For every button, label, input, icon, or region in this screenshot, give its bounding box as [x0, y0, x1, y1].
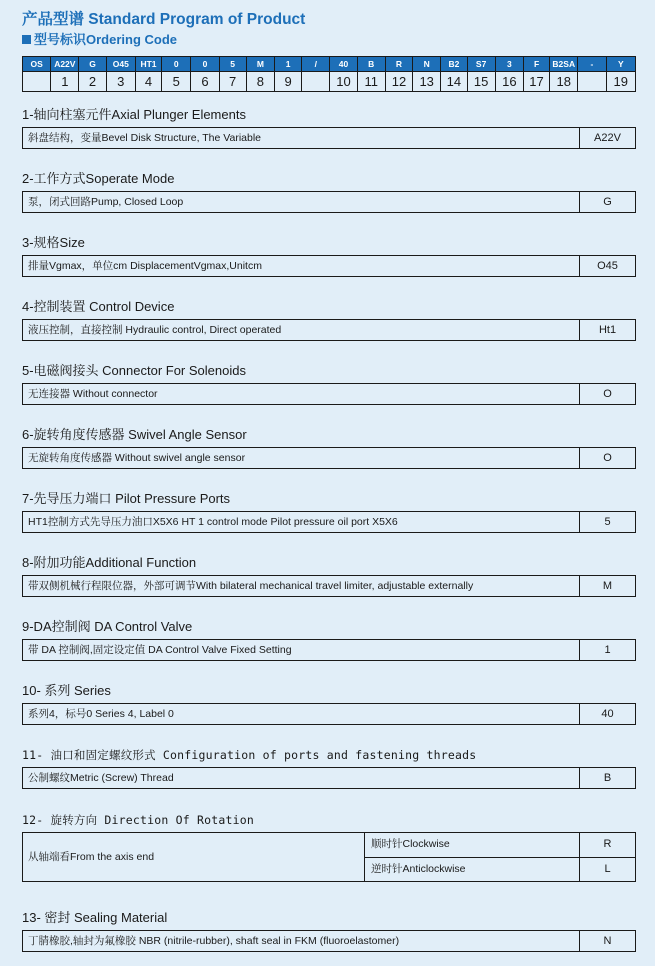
position-cell: [23, 72, 51, 92]
section-pilot-pressure-ports: [22, 490, 636, 533]
code-cell: 40: [330, 57, 357, 72]
option-code: N: [579, 931, 635, 951]
position-cell: 19: [606, 72, 635, 92]
rotation-option-code: R: [579, 833, 635, 857]
section-heading: 2-工作方式Soperate Mode: [22, 171, 175, 186]
code-cell: 0: [191, 57, 219, 72]
option-row: [22, 575, 636, 597]
ordering-code-table: [22, 56, 636, 92]
section-heading: 12- 旋转方向 Direction Of Rotation: [22, 813, 255, 827]
code-cell: B2SA: [550, 57, 578, 72]
position-cell: 18: [550, 72, 578, 92]
rotation-option-anticlockwise: [365, 857, 635, 882]
option-row: [22, 930, 636, 952]
section-series: [22, 682, 636, 725]
code-cell: /: [302, 57, 330, 72]
rotation-table: [22, 832, 636, 882]
option-code: O: [579, 384, 635, 404]
section-da-control-valve: [22, 618, 636, 661]
section-heading: 8-附加功能Additional Function: [22, 555, 197, 570]
section-additional-function: [22, 554, 636, 597]
option-description: 斜盘结构，变量Bevel Disk Structure, The Variable: [28, 132, 262, 144]
position-cell: 7: [219, 72, 246, 92]
code-cell: 5: [219, 57, 246, 72]
option-description: 公制螺纹Metric (Screw) Thread: [28, 772, 174, 784]
position-cell: 10: [330, 72, 357, 92]
option-description: HT1控制方式先导压力油口X5X6 HT 1 control mode Pilot pressure oil port X5X6: [28, 516, 398, 528]
position-cell: 3: [106, 72, 135, 92]
option-row: [22, 447, 636, 469]
ordering-code-heading-text: 型号标识Ordering Code: [34, 32, 178, 47]
code-cell: B: [357, 57, 385, 72]
position-cell: 16: [495, 72, 523, 92]
option-row: [22, 255, 636, 277]
rotation-option-code: L: [579, 858, 635, 882]
section-size: [22, 234, 636, 277]
option-description: 丁腈橡胶,轴封为氟橡胶 NBR (nitrile-rubber), shaft seal in FKM (fluoroelastomer): [28, 935, 400, 947]
option-row: [22, 703, 636, 725]
section-heading: 10- 系列 Series: [22, 683, 111, 698]
position-cell: 15: [467, 72, 495, 92]
section-heading: 1-轴向柱塞元件Axial Plunger Elements: [22, 107, 246, 122]
position-cell: 17: [523, 72, 549, 92]
option-code: O45: [579, 256, 635, 276]
option-description: 液压控制，直接控制 Hydraulic control, Direct operated: [28, 324, 282, 336]
position-row: [23, 72, 636, 92]
code-cell: R: [385, 57, 412, 72]
option-description: 带双侧机械行程限位器，外部可调节With bilateral mechanical travel limiter, adjustable externally: [28, 580, 474, 592]
option-code: A22V: [579, 128, 635, 148]
code-cell: 1: [274, 57, 301, 72]
option-code: B: [579, 768, 635, 788]
section-heading: 11- 油口和固定螺纹形式 Configuration of ports and fastening threads: [22, 748, 477, 762]
rotation-options: [365, 833, 635, 881]
position-cell: 5: [162, 72, 191, 92]
rotation-option-label: 逆时针Anticlockwise: [371, 862, 466, 875]
code-row: [23, 57, 636, 72]
section-heading: 6-旋转角度传感器 Swivel Angle Sensor: [22, 427, 247, 442]
code-cell: N: [413, 57, 441, 72]
section-heading: 3-规格Size: [22, 235, 85, 250]
section-operating-mode: [22, 170, 636, 213]
option-description: 无连接器 Without connector: [28, 388, 158, 400]
code-cell: Y: [606, 57, 635, 72]
square-bullet-icon: [22, 35, 31, 44]
position-cell: 4: [135, 72, 161, 92]
section-heading: 4-控制装置 Control Device: [22, 299, 175, 314]
rotation-axis-label: 从轴端看From the axis end: [23, 833, 365, 881]
option-row: [22, 767, 636, 789]
section-ports-threads: [22, 746, 636, 789]
option-code: M: [579, 576, 635, 596]
section-solenoid-connector: [22, 362, 636, 405]
rotation-option-clockwise: [365, 833, 635, 857]
section-heading: 9-DA控制阀 DA Control Valve: [22, 619, 193, 634]
position-cell: 1: [51, 72, 79, 92]
option-code: 1: [579, 640, 635, 660]
position-cell: [578, 72, 606, 92]
option-row: [22, 127, 636, 149]
position-cell: 2: [79, 72, 106, 92]
option-row: [22, 319, 636, 341]
code-cell: G: [79, 57, 106, 72]
ordering-code-heading: [22, 29, 177, 48]
option-code: O: [579, 448, 635, 468]
option-code: G: [579, 192, 635, 212]
position-cell: 12: [385, 72, 412, 92]
position-cell: 11: [357, 72, 385, 92]
option-row: [22, 191, 636, 213]
code-cell: A22V: [51, 57, 79, 72]
code-cell: B2: [441, 57, 467, 72]
code-cell: 0: [162, 57, 191, 72]
code-cell: -: [578, 57, 606, 72]
position-cell: 6: [191, 72, 219, 92]
option-description: 带 DA 控制阀,固定设定值 DA Control Valve Fixed Setting: [28, 644, 292, 656]
option-code: 40: [579, 704, 635, 724]
code-cell: 3: [495, 57, 523, 72]
position-cell: 13: [413, 72, 441, 92]
section-heading: 13- 密封 Sealing Material: [22, 910, 168, 925]
option-row: [22, 511, 636, 533]
section-control-device: [22, 298, 636, 341]
code-cell: F: [523, 57, 549, 72]
section-swivel-angle-sensor: [22, 426, 636, 469]
code-cell: S7: [467, 57, 495, 72]
rotation-option-label: 顺时针Clockwise: [371, 838, 450, 850]
section-sealing-material: [22, 909, 636, 952]
section-axial-plunger: [22, 106, 636, 149]
option-row: [22, 639, 636, 661]
code-cell: M: [246, 57, 274, 72]
option-code: 5: [579, 512, 635, 532]
option-row: [22, 383, 636, 405]
option-description: 泵，闭式回路Pump, Closed Loop: [28, 196, 184, 208]
page-title: 产品型谱 Standard Program of Product: [22, 11, 306, 28]
section-heading: 7-先导压力端口 Pilot Pressure Ports: [22, 491, 231, 506]
option-description: 排量Vgmax，单位cm DisplacementVgmax,Unitcm: [28, 260, 262, 272]
option-description: 无旋转角度传感器 Without swivel angle sensor: [28, 452, 246, 464]
code-cell: HT1: [135, 57, 161, 72]
position-cell: [302, 72, 330, 92]
section-heading: 5-电磁阀接头 Connector For Solenoids: [22, 363, 246, 378]
position-cell: 8: [246, 72, 274, 92]
position-cell: 9: [274, 72, 301, 92]
code-cell: O45: [106, 57, 135, 72]
option-code: Ht1: [579, 320, 635, 340]
option-description: 系列4，标号0 Series 4, Label 0: [28, 708, 174, 720]
code-cell: OS: [23, 57, 51, 72]
position-cell: 14: [441, 72, 467, 92]
section-rotation-direction: [22, 811, 636, 882]
